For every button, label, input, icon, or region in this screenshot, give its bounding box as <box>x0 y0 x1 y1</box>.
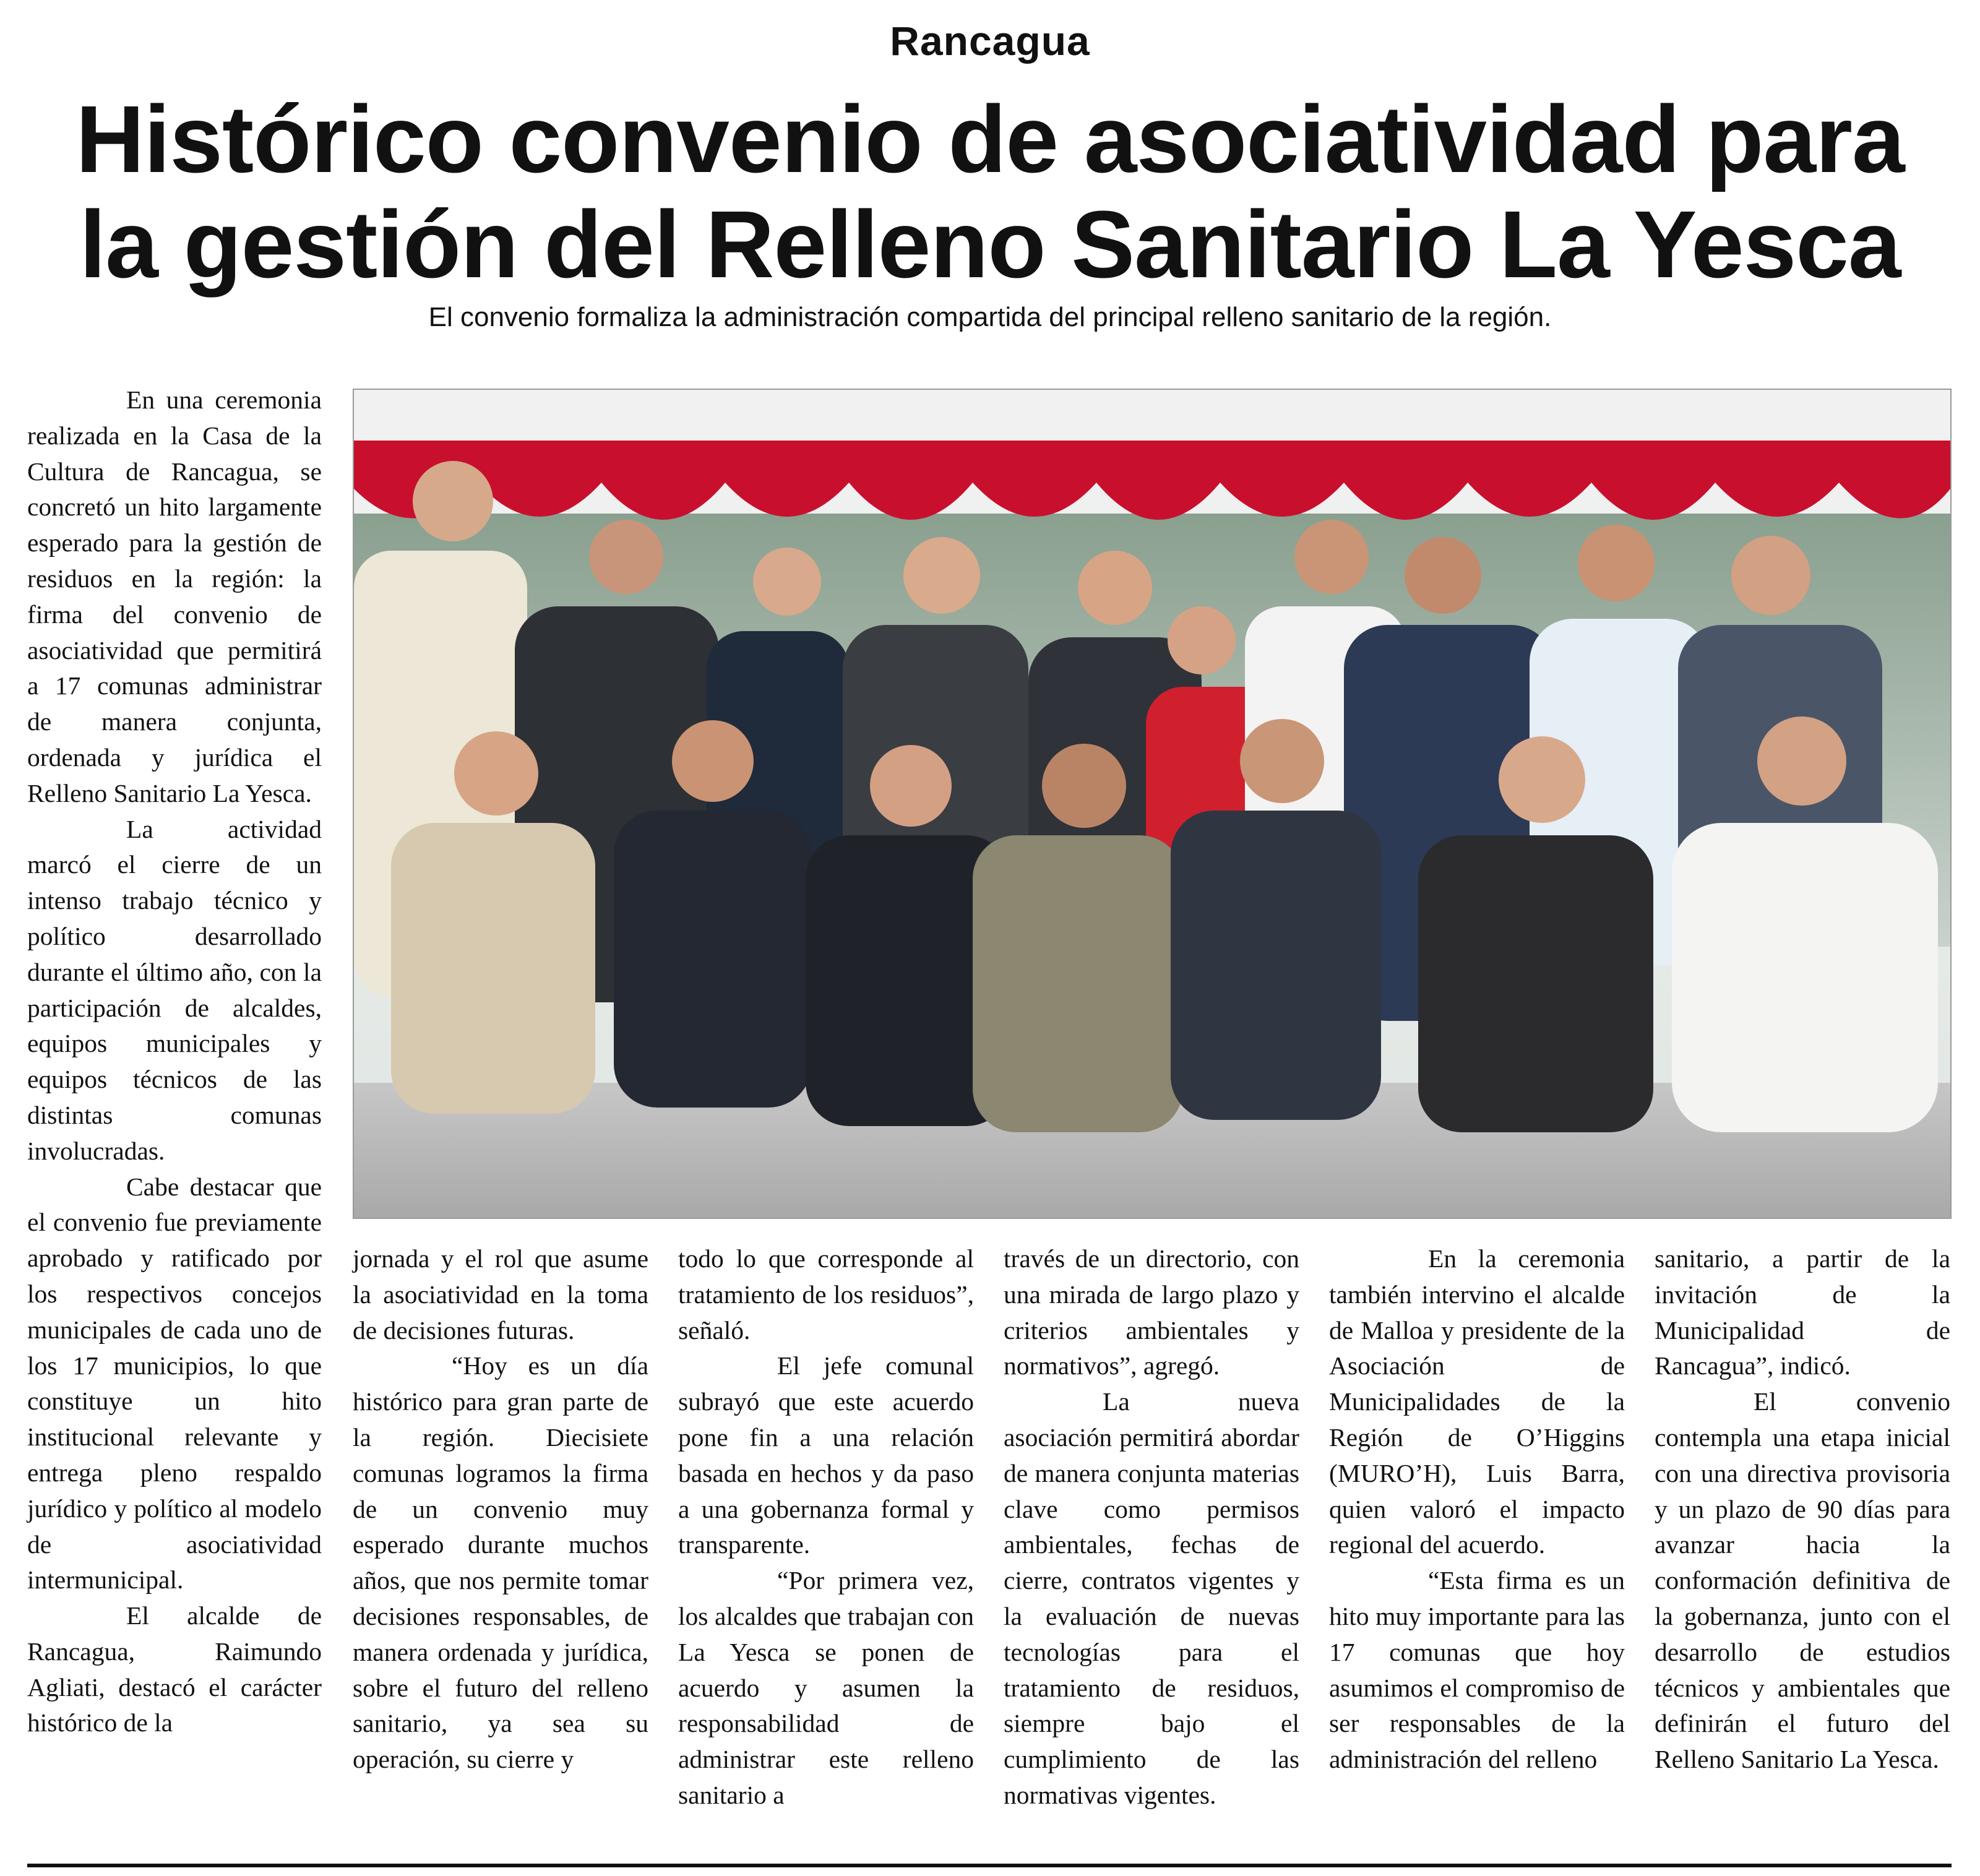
paragraph: jornada y el rol que asume la asociatividad en la toma de decisiones futuras. <box>353 1244 648 1345</box>
paragraph: través de un directorio, con una mirada de largo plazo y criterios ambientales y normativos”, agregó. <box>1004 1244 1299 1380</box>
headline-line-1: Histórico convenio de asociatividad para <box>75 86 1905 192</box>
paragraph: sanitario, a partir de la invitación de la Municipalidad de Rancagua”, indicó. <box>1655 1244 1950 1380</box>
article-column-3 <box>678 1241 974 1814</box>
paragraph: El jefe comunal subrayó que este acuerdo pone fin a una relación basada en hechos y da paso a una gobernanza formal y transparente. <box>678 1351 974 1559</box>
bottom-rule <box>27 1864 1952 1867</box>
deck-subtitle: El convenio formaliza la administración compartida del principal relleno sanitario de la región. <box>428 302 1552 332</box>
paragraph: El alcalde de Rancagua, Raimundo Agliati, destacó el carácter histórico de la <box>27 1601 322 1737</box>
article-column-6 <box>1655 1241 1950 1778</box>
group-photo <box>353 389 1952 1219</box>
paragraph: En la ceremonia también intervino el alcalde de Malloa y presidente de la Asociación de Municipalidades de la Región de O’Higgins (MURO’H), Luis Barra, quien valoró el impacto regional del acuerdo. <box>1329 1244 1625 1559</box>
paragraph: En una ceremonia realizada en la Casa de la Cultura de Rancagua, se concretó un hito largamente esperado para la gestión de residuos en la región: la firma del convenio de asociatividad que permitirá a 17 comunas administrar de manera conjunta, ordenada y jurídica el Relleno Sanitario La Yesca. <box>27 385 322 807</box>
group-photo-illustration <box>354 390 1950 1218</box>
paragraph: “Hoy es un día histórico para gran parte de la región. Diecisiete comunas logramos la firma de un convenio muy esperado durante muchos años, que nos permite tomar decisiones responsables, de manera ordenada y jurídica, sobre el futuro del relleno sanitario, ya sea su operación, su cierre y <box>353 1351 648 1774</box>
section-kicker: Rancagua <box>890 18 1090 64</box>
headline-line-2: la gestión del Relleno Sanitario La Yesca <box>79 191 1901 298</box>
paragraph: todo lo que corresponde al tratamiento de los residuos”, señaló. <box>678 1244 974 1345</box>
paragraph: La nueva asociación permitirá abordar de manera conjunta materias clave como permisos ambientales, fechas de cierre, contratos vigentes y la evaluación de nuevas tecnologías para el tratamiento de residuos, siempre bajo el cumplimiento de las normativas vigentes. <box>1004 1387 1299 1809</box>
paragraph: Cabe destacar que el convenio fue previamente aprobado y ratificado por los respectivos concejos municipales de cada uno de los 17 municipios, lo que constituye un hito institucional relevante y entrega pleno respaldo jurídico y político al modelo de asociatividad intermunicipal. <box>27 1172 322 1594</box>
article-column-4 <box>1004 1241 1299 1814</box>
paragraph: La actividad marcó el cierre de un intenso trabajo técnico y político desarrollado durante el último año, con la participación de alcaldes, equipos municipales y equipos técnicos de las distintas comunas involucradas. <box>27 814 322 1165</box>
paragraph: “Por primera vez, los alcaldes que trabajan con La Yesca se ponen de acuerdo y asumen la responsabilidad de administrar este relleno sanitario a <box>678 1566 974 1809</box>
article-column-2 <box>353 1241 648 1778</box>
article-column-5 <box>1329 1241 1625 1778</box>
paragraph: El convenio contempla una etapa inicial con una directiva provisoria y un plazo de 90 días para avanzar hacia la conformación definitiva de la gobernanza, junto con el desarrollo de estudios técnicos y ambientales que definirán el futuro del Relleno Sanitario La Yesca. <box>1655 1387 1950 1774</box>
headline <box>37 87 1943 297</box>
paragraph: “Esta firma es un hito muy importante para las 17 comunas que hoy asumimos el compromiso de ser responsables de la administración del relleno <box>1329 1566 1625 1774</box>
article-column-1 <box>27 382 322 1741</box>
